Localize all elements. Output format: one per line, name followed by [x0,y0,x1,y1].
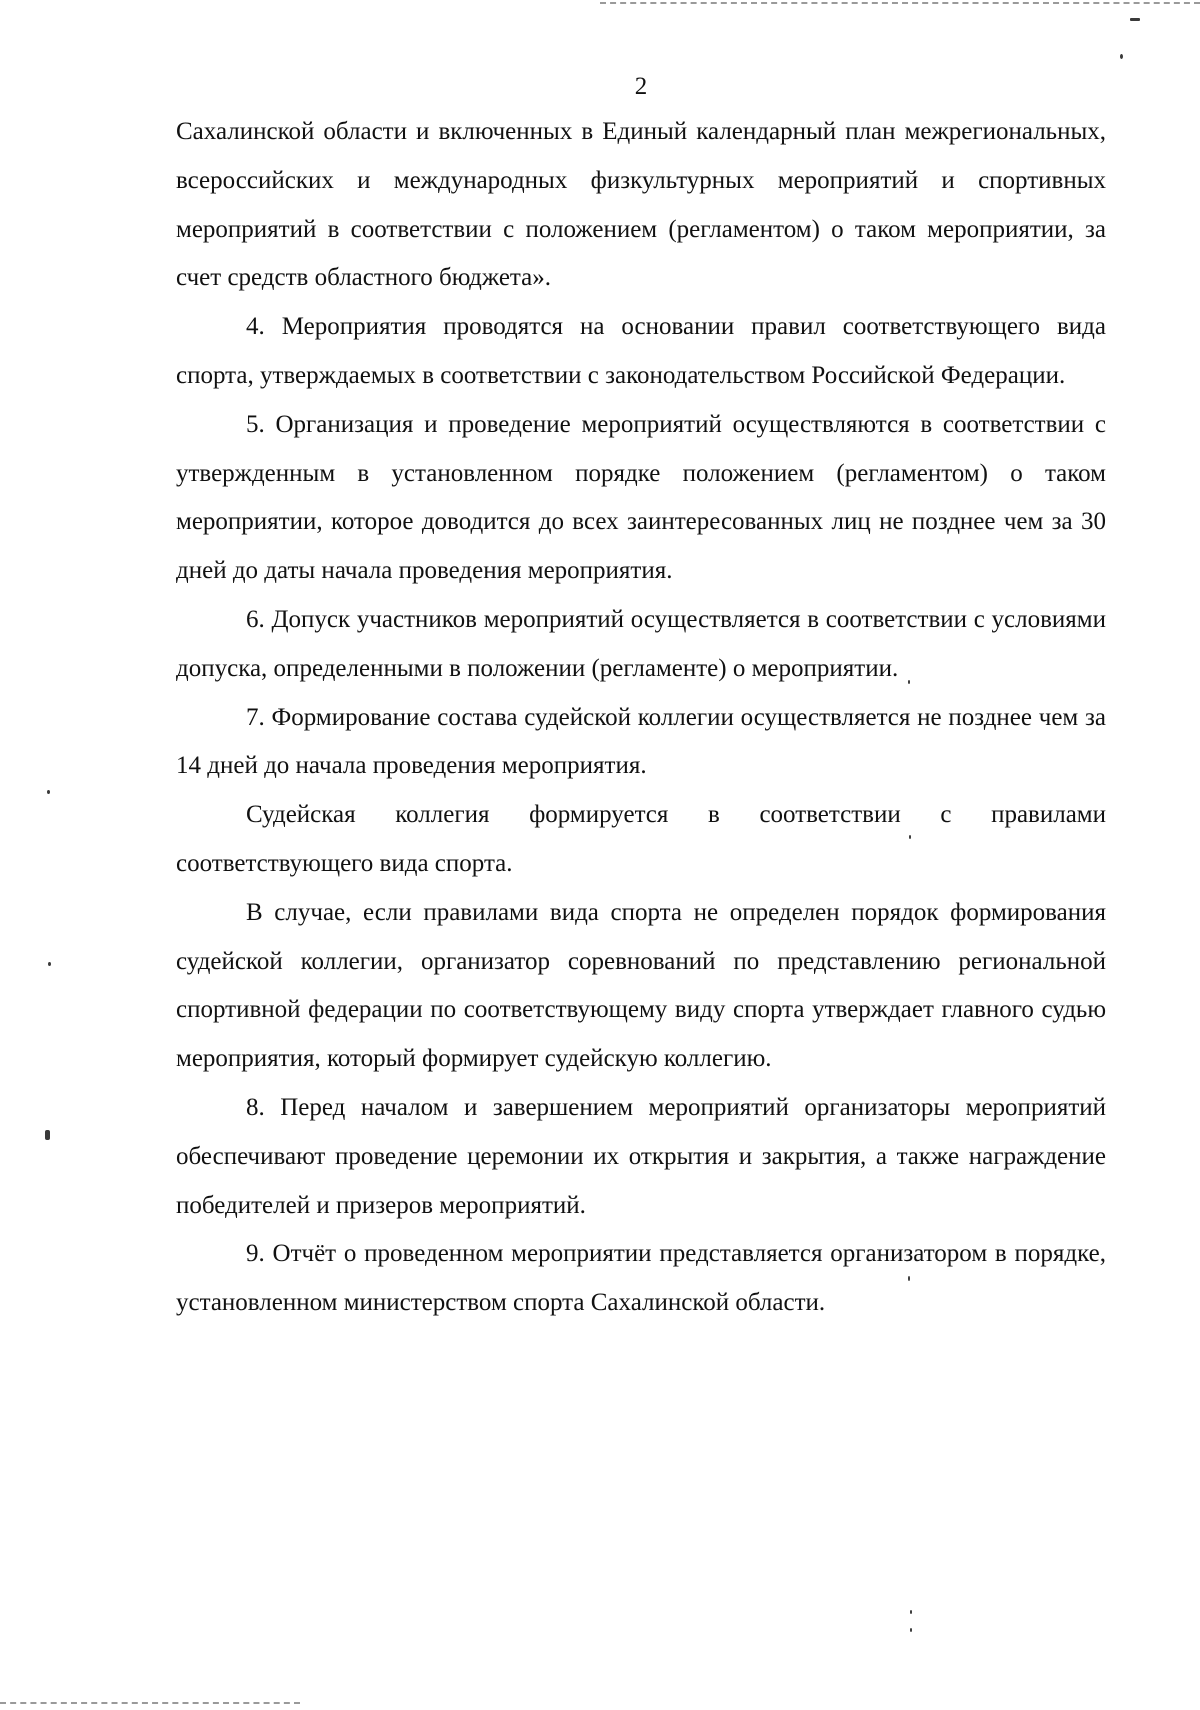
scan-speck [1130,18,1140,21]
document-body [176,108,1106,1328]
paragraph-item-5: 5. Организация и проведение мероприятий осуществляются в соответствии с утвержденным в установленном порядке положением (регламентом) о таком мероприятии, которое доводится до всех заинтересованных лиц не позднее чем за 30 дней до даты начала проведения мероприятия. [176,410,1106,585]
scan-speck [45,1130,50,1140]
page-number: 2 [634,73,648,100]
scan-speck [47,790,50,794]
paragraph-item-8: 8. Перед началом и завершением мероприятий организаторы мероприятий обеспечивают проведение церемонии их открытия и закрытия, а также награждение победителей и призеров мероприятий. [176,1093,1106,1219]
paragraph-item-6: 6. Допуск участников мероприятий осуществляется в соответствии с условиями допуска, определенными в положении (регламенте) о мероприятии. [176,605,1106,682]
paragraph-item-7: 7. Формирование состава судейской коллегии осуществляется не позднее чем за 14 дней до начала проведения мероприятия. [176,703,1106,780]
scan-speck [910,1628,912,1632]
paragraph-judging-panel: Судейская коллегия формируется в соответствии с правилами соответствующего вида спорта. [176,801,1106,877]
scan-speck [910,1610,912,1614]
paragraph-item-9: 9. Отчёт о проведенном мероприятии представляется организатором в порядке, установленном министерством спорта Сахалинской области. [176,1240,1106,1317]
scan-speck [1120,54,1123,59]
paragraph-judging-panel-procedure: В случае, если правилами вида спорта не определен порядок формирования судейской коллегии, организатор соревнований по представлению региональной спортивной федерации по соответствующему виду спорта утверждает главного судью мероприятия, который формирует судейскую коллегию. [176,898,1106,1073]
scan-edge-bottom [0,1702,300,1704]
paragraph-continuation: Сахалинской области и включенных в Единый календарный план межрегиональных, всероссийских и международных физкультурных мероприятий и спортивных мероприятий в соответствии с положением (регламентом) о таком мероприятии, за счет средств областного бюджета». [176,118,1106,292]
paragraph-item-4: 4. Мероприятия проводятся на основании правил соответствующего вида спорта, утверждаемых в соответствии с законодательством Российской Федерации. [176,313,1106,389]
scan-edge-top [600,2,1200,4]
scan-speck [48,962,51,966]
